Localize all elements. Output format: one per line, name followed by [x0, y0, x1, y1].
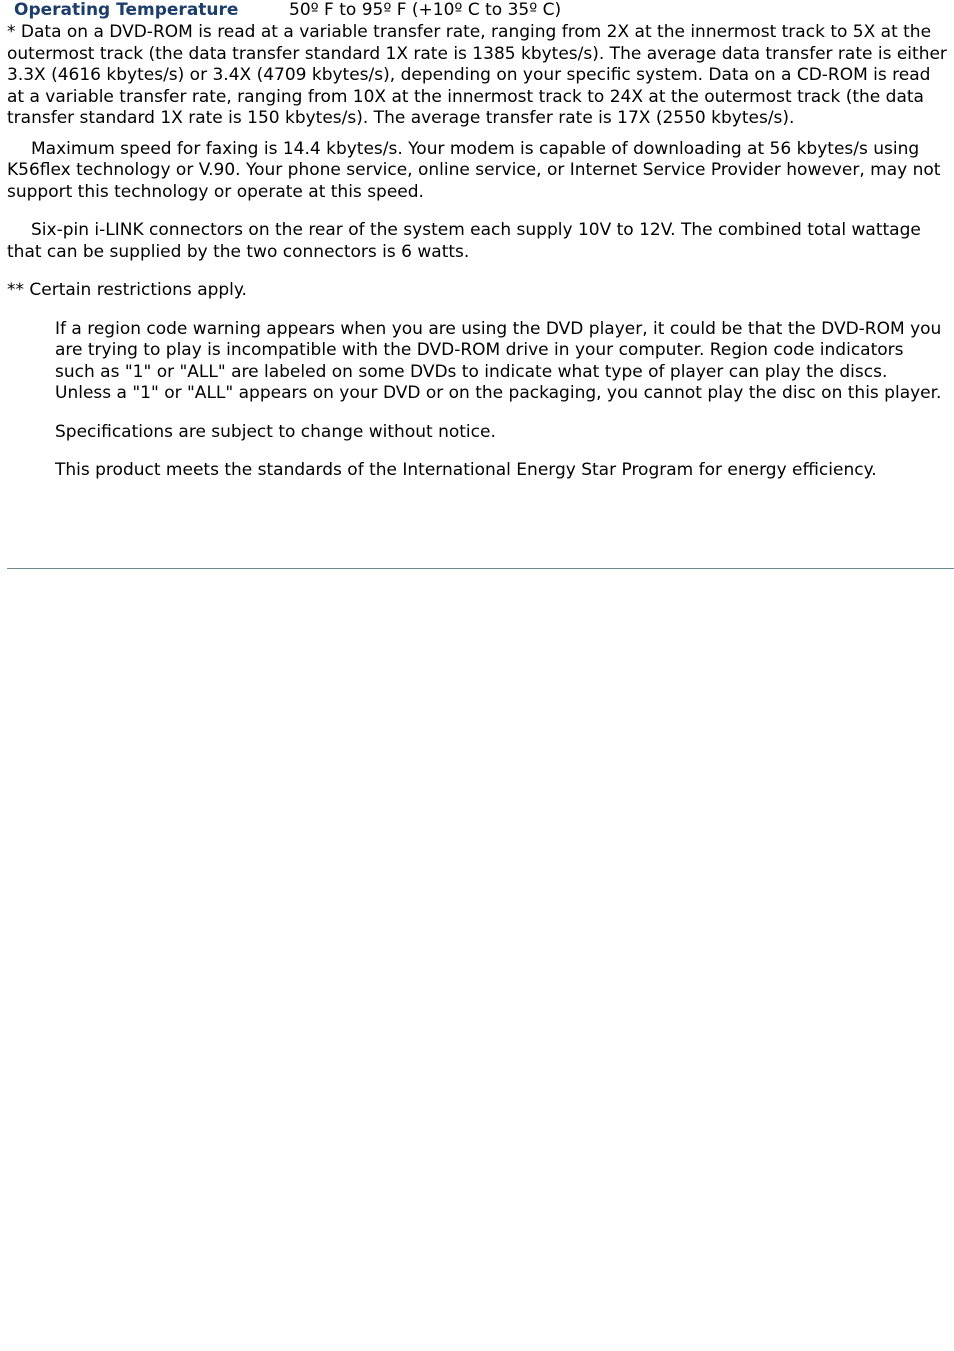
energy-star-note: This product meets the standards of the International Energy Star Program for energy efficiency.	[55, 460, 877, 480]
spec-row-operating-temperature	[7, 0, 947, 22]
restrictions-note: ** Certain restrictions apply.	[7, 280, 247, 300]
spec-label: Operating Temperature	[14, 0, 239, 20]
subject-to-change-note: Specifications are subject to change without notice.	[55, 421, 496, 442]
ilink-note: Six-pin i-LINK connectors on the rear of the system each supply 10V to 12V. The combined total wattage that can be supplied by the two connectors is 6 watts.	[7, 220, 921, 262]
dvd-transfer-note: * Data on a DVD-ROM is read at a variable transfer rate, ranging from 2X at the innermost track to 5X at the outermost track (the data transfer standard 1X rate is 1385 kbytes/s). The average data transfer rate is either 3.3X (4616 kbytes/s) or 3.4X (4709 kbytes/s), depending on your specific system. Data on a CD-ROM is read at a variable transfer rate, ranging from 10X at the innermost track to 24X at the outermost track (the data transfer standard 1X rate is 150 kbytes/s). The average transfer rate is 17X (2550 kbytes/s).	[7, 22, 947, 128]
region-code-note: If a region code warning appears when you are using the DVD player, it could be that the DVD-ROM you are trying to play is incompatible with the DVD-ROM drive in your computer. Region code indicators such as "1" or "ALL" are labeled on some DVDs to indicate what type of player can play the discs. Unless a "1" or "ALL" appears on your DVD or on the packaging, you cannot play the disc on this player.	[55, 318, 942, 403]
spec-value: 50º F to 95º F (+10º C to 35º C)	[289, 0, 562, 20]
indented-notes	[7, 319, 947, 482]
modem-note: Maximum speed for faxing is 14.4 kbytes/s. Your modem is capable of downloading at 56 kbytes/s using K56flex technology or V.90. Your phone service, online service, or Internet Service Provider however, may not support this technology or operate at this speed.	[7, 138, 941, 202]
horizontal-divider	[7, 568, 954, 569]
